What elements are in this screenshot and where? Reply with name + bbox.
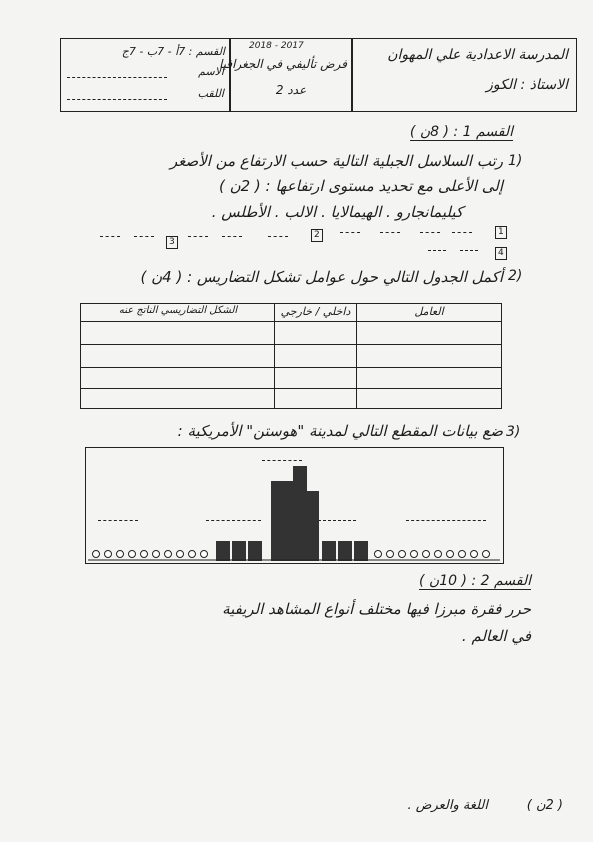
rank-box-1: 1	[495, 219, 507, 239]
q2-text: أكمل الجدول التالي حول عوامل تشكل التضاريس : ( 4ن )	[140, 268, 503, 286]
label-blank[interactable]	[262, 460, 302, 461]
table-col-line	[356, 304, 357, 408]
school-year: 2018 - 2017	[249, 41, 304, 51]
part2-heading: القسم 2 : ( 10ن )	[419, 573, 531, 589]
answer-blank[interactable]	[134, 236, 154, 237]
rank-box-2: 2	[311, 222, 323, 242]
header-divider	[351, 39, 353, 111]
class-label: القسم : 7أ - 7ب - 7ج	[121, 45, 225, 58]
table-header-landform: الشكل التضاريسي الناتج عنه	[118, 305, 238, 316]
answer-blank[interactable]	[428, 250, 446, 251]
trees-row	[88, 549, 500, 561]
table-col-line	[274, 304, 275, 408]
q1-text-line1: رتب السلاسل الجبلية التالية حسب الارتفاع من الأصغر	[169, 152, 503, 170]
table-header-factor: العامل	[414, 305, 444, 318]
q2-number: 2)	[508, 268, 523, 284]
q1-number: 1)	[508, 153, 523, 169]
table-row-line	[81, 367, 501, 368]
label-blank[interactable]	[98, 520, 138, 521]
table-row-line	[81, 344, 501, 345]
footer-text: اللغة والعرض .	[407, 798, 488, 813]
label-blank[interactable]	[406, 520, 486, 521]
name-label: الاسم	[198, 65, 224, 78]
q1-items: كيليمانجارو . الهيمالايا . الالب . الأطلس .	[211, 203, 463, 221]
answer-blank[interactable]	[340, 232, 360, 233]
header-divider	[229, 39, 231, 111]
exam-header	[60, 38, 577, 112]
teacher-name: الاستاذ : الكوز	[486, 77, 568, 93]
houston-cross-section	[85, 447, 504, 564]
q3-text: ضع بيانات المقطع التالي لمدينة "هوستن" الأمريكية :	[177, 422, 503, 440]
surname-line[interactable]	[67, 99, 167, 100]
name-line[interactable]	[67, 77, 167, 78]
school-name: المدرسة الاعدادية علي المهوان	[387, 47, 568, 63]
answer-blank[interactable]	[222, 236, 242, 237]
q3-number: 3)	[506, 424, 521, 440]
rank-box-3: 3	[166, 229, 178, 249]
answer-blank[interactable]	[420, 232, 440, 233]
table-row-line	[81, 388, 501, 389]
exam-number: عدد 2	[275, 83, 307, 97]
q1-text-line2: إلى الأعلى مع تحديد مستوى ارتفاعها : ( 2ن )	[218, 177, 503, 195]
skyscraper	[293, 466, 307, 561]
part1-heading: القسم 1 : ( 8ن )	[409, 124, 513, 140]
rank-box-4: 4	[495, 240, 507, 260]
table-row-line	[81, 321, 501, 322]
table-header-type: داخلي / خارجي	[280, 305, 351, 318]
factors-table	[80, 303, 502, 409]
answer-blank[interactable]	[452, 232, 472, 233]
label-blank[interactable]	[318, 520, 356, 521]
footer-score: ( 2ن )	[526, 798, 563, 813]
surname-label: اللقب	[197, 87, 224, 100]
answer-blank[interactable]	[188, 236, 208, 237]
label-blank[interactable]	[206, 520, 261, 521]
part2-text-line2: في العالم .	[461, 627, 531, 645]
answer-blank[interactable]	[100, 236, 120, 237]
answer-blank[interactable]	[460, 250, 478, 251]
answer-blank[interactable]	[268, 236, 288, 237]
part2-text-line1: حرر فقرة مبرزا فيها مختلف أنواع المشاهد الريفية	[222, 600, 531, 618]
exam-title: فرض تأليفي في الجغرافيا	[219, 57, 347, 71]
answer-blank[interactable]	[380, 232, 400, 233]
